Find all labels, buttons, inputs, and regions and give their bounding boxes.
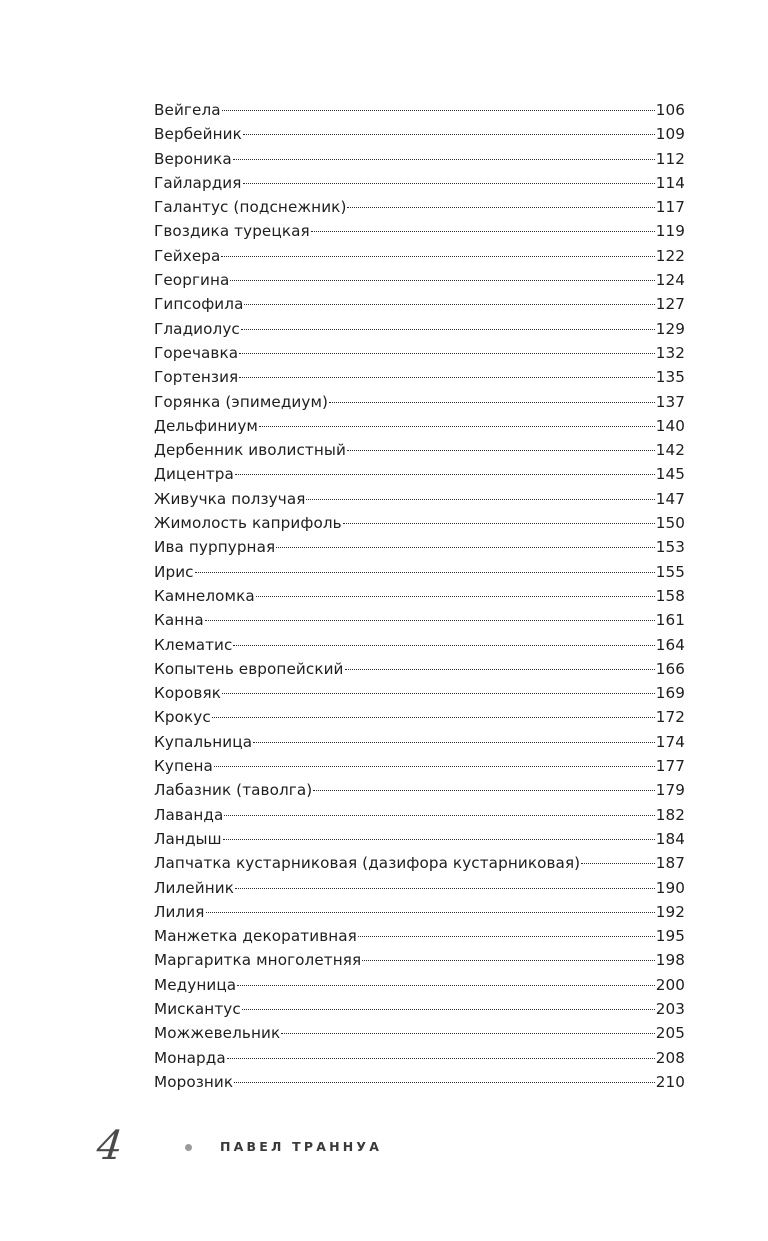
- toc-page-number: 153: [655, 538, 685, 557]
- toc-title: Галантус (подснежник): [154, 198, 347, 217]
- toc-page-number: 142: [655, 441, 685, 460]
- dot-leader: [244, 303, 654, 305]
- dot-leader: [311, 230, 655, 232]
- dot-leader: [362, 959, 654, 961]
- toc-page-number: 155: [655, 562, 685, 581]
- toc-title: Лилейник: [154, 878, 234, 897]
- toc-entry: [154, 414, 685, 438]
- toc-title: Лапчатка кустарниковая (дазифора кустарниковая): [154, 854, 581, 873]
- toc-title: Ива пурпурная: [154, 538, 276, 557]
- dot-leader: [239, 376, 654, 378]
- toc-page-number: 135: [655, 368, 685, 387]
- toc-title: Морозник: [154, 1072, 234, 1091]
- toc-title: Вейгела: [154, 101, 221, 119]
- dot-leader: [224, 814, 654, 816]
- toc-entry: [154, 98, 685, 122]
- toc-page-number: 145: [655, 465, 685, 484]
- dot-leader: [329, 401, 655, 403]
- toc-entry: [154, 438, 685, 462]
- toc-title: Гипсофила: [154, 295, 244, 314]
- toc-page-number: 140: [655, 416, 685, 435]
- toc-entry: [154, 803, 685, 827]
- dot-leader: [259, 425, 655, 427]
- toc-entry: [154, 535, 685, 559]
- toc-entry: [154, 244, 685, 268]
- toc-title: Вербейник: [154, 125, 242, 144]
- dot-leader: [276, 546, 654, 548]
- dot-leader: [343, 522, 655, 524]
- toc-entry: [154, 462, 685, 486]
- toc-page-number: 129: [655, 319, 685, 338]
- toc-page-number: 164: [655, 635, 685, 654]
- toc-title: Лабазник (таволга): [154, 781, 313, 800]
- toc-page-number: 127: [655, 295, 685, 314]
- toc-entry: [154, 778, 685, 802]
- toc-entry: [154, 924, 685, 948]
- toc-page-number: 109: [655, 125, 685, 144]
- toc-page-number: 187: [655, 854, 685, 873]
- toc-title: Копытень европейский: [154, 659, 344, 678]
- toc-entry: [154, 390, 685, 414]
- dot-leader: [221, 255, 654, 257]
- dot-leader: [205, 619, 655, 621]
- dot-leader: [206, 911, 655, 913]
- toc-entry: [154, 851, 685, 875]
- toc-title: Горечавка: [154, 343, 239, 362]
- toc-entry: [154, 122, 685, 146]
- toc-page-number: 161: [655, 611, 685, 630]
- dot-leader: [195, 571, 655, 573]
- page-number: 4: [94, 1123, 125, 1169]
- toc-title: Гайлардия: [154, 173, 242, 192]
- toc-entry: [154, 1046, 685, 1070]
- dot-leader: [347, 449, 655, 451]
- toc-title: Крокус: [154, 708, 211, 727]
- dot-leader: [256, 595, 655, 597]
- toc-title: Коровяк: [154, 684, 221, 703]
- toc-page-number: 150: [655, 514, 685, 533]
- toc-entry: [154, 1070, 685, 1094]
- toc-title: Лилия: [154, 902, 205, 921]
- dot-leader: [347, 206, 654, 208]
- toc-title: Горянка (эпимедиум): [154, 392, 329, 411]
- toc-title: Дельфиниум: [154, 416, 258, 435]
- dot-leader: [234, 1081, 655, 1083]
- dot-leader: [306, 498, 654, 500]
- toc-entry: [154, 633, 685, 657]
- toc-title: Гвоздика турецкая: [154, 222, 310, 241]
- bullet-icon: [185, 1144, 192, 1151]
- toc-page-number: 190: [655, 878, 685, 897]
- toc-entry: [154, 997, 685, 1021]
- toc-page-number: 158: [655, 586, 685, 605]
- toc-title: Георгина: [154, 271, 230, 290]
- toc-page-number: 182: [655, 805, 685, 824]
- table-of-contents: [154, 98, 685, 1094]
- dot-leader: [243, 182, 655, 184]
- toc-title: Вероника: [154, 149, 232, 168]
- toc-title: Гейхера: [154, 246, 221, 265]
- dot-leader: [222, 109, 655, 111]
- toc-entry: [154, 657, 685, 681]
- toc-entry: [154, 195, 685, 219]
- dot-leader: [227, 1057, 655, 1059]
- toc-entry: [154, 973, 685, 997]
- toc-page-number: 179: [655, 781, 685, 800]
- toc-title: Камнеломка: [154, 586, 255, 605]
- toc-entry: [154, 681, 685, 705]
- toc-entry: [154, 876, 685, 900]
- toc-entry: [154, 1021, 685, 1045]
- toc-page-number: 137: [655, 392, 685, 411]
- toc-page-number: 172: [655, 708, 685, 727]
- dot-leader: [233, 644, 654, 646]
- toc-title: Гортензия: [154, 368, 239, 387]
- toc-entry: [154, 608, 685, 632]
- toc-title: Гладиолус: [154, 319, 240, 338]
- dot-leader: [253, 741, 655, 743]
- toc-title: Мискантус: [154, 999, 241, 1018]
- toc-page-number: 147: [655, 489, 685, 508]
- dot-leader: [243, 133, 655, 135]
- toc-page-number: 184: [655, 829, 685, 848]
- toc-page-number: 203: [655, 999, 685, 1018]
- toc-entry: [154, 487, 685, 511]
- dot-leader: [345, 668, 655, 670]
- toc-page-number: 174: [655, 732, 685, 751]
- toc-title: Купальница: [154, 732, 253, 751]
- toc-entry: [154, 730, 685, 754]
- toc-page-number: 195: [655, 927, 685, 946]
- toc-page-number: 112: [655, 149, 685, 168]
- toc-entry: [154, 147, 685, 171]
- toc-entry: [154, 754, 685, 778]
- toc-page-number: 124: [655, 271, 685, 290]
- dot-leader: [235, 473, 655, 475]
- dot-leader: [239, 352, 655, 354]
- dot-leader: [233, 158, 655, 160]
- toc-entry: [154, 341, 685, 365]
- toc-title: Манжетка декоративная: [154, 927, 357, 946]
- dot-leader: [223, 838, 655, 840]
- toc-entry: [154, 317, 685, 341]
- toc-page-number: 210: [655, 1072, 685, 1091]
- toc-entry: [154, 292, 685, 316]
- toc-page-number: 169: [655, 684, 685, 703]
- toc-page-number: 205: [655, 1024, 685, 1043]
- toc-entry: [154, 511, 685, 535]
- toc-entry: [154, 827, 685, 851]
- dot-leader: [230, 279, 654, 281]
- toc-entry: [154, 900, 685, 924]
- dot-leader: [313, 789, 654, 791]
- toc-title: Канна: [154, 611, 204, 630]
- toc-entry: [154, 705, 685, 729]
- toc-entry: [154, 219, 685, 243]
- toc-page-number: 208: [655, 1048, 685, 1067]
- toc-entry: [154, 268, 685, 292]
- dot-leader: [281, 1032, 654, 1034]
- toc-page-number: 119: [655, 222, 685, 241]
- toc-title: Дицентра: [154, 465, 234, 484]
- toc-title: Маргаритка многолетняя: [154, 951, 362, 970]
- page-footer: [0, 1120, 768, 1180]
- toc-entry: [154, 948, 685, 972]
- dot-leader: [212, 716, 655, 718]
- dot-leader: [581, 862, 654, 864]
- toc-title: Медуница: [154, 975, 237, 994]
- dot-leader: [235, 887, 655, 889]
- author-name: ПАВЕЛ ТРАННУА: [220, 1139, 383, 1154]
- toc-page-number: 122: [655, 246, 685, 265]
- toc-entry: [154, 171, 685, 195]
- toc-title: Можжевельник: [154, 1024, 281, 1043]
- toc-page-number: 166: [655, 659, 685, 678]
- toc-title: Лаванда: [154, 805, 224, 824]
- dot-leader: [214, 765, 655, 767]
- dot-leader: [241, 328, 655, 330]
- dot-leader: [358, 935, 655, 937]
- toc-title: Жимолость каприфоль: [154, 514, 342, 533]
- toc-page-number: 177: [655, 757, 685, 776]
- toc-entry: [154, 365, 685, 389]
- toc-page-number: 198: [655, 951, 685, 970]
- toc-page-number: 200: [655, 975, 685, 994]
- dot-leader: [237, 984, 655, 986]
- toc-title: Клематис: [154, 635, 233, 654]
- dot-leader: [242, 1008, 655, 1010]
- toc-page-number: 192: [655, 902, 685, 921]
- toc-page-number: 132: [655, 343, 685, 362]
- toc-title: Ирис: [154, 562, 194, 581]
- toc-title: Дербенник иволистный: [154, 441, 346, 460]
- toc-page-number: 106: [655, 101, 685, 119]
- toc-title: Монарда: [154, 1048, 226, 1067]
- toc-page-number: 114: [655, 173, 685, 192]
- toc-title: Купена: [154, 757, 213, 776]
- toc-entry: [154, 560, 685, 584]
- toc-page-number: 117: [655, 198, 685, 217]
- toc-entry: [154, 584, 685, 608]
- toc-title: Ландыш: [154, 829, 222, 848]
- dot-leader: [222, 692, 655, 694]
- toc-title: Живучка ползучая: [154, 489, 306, 508]
